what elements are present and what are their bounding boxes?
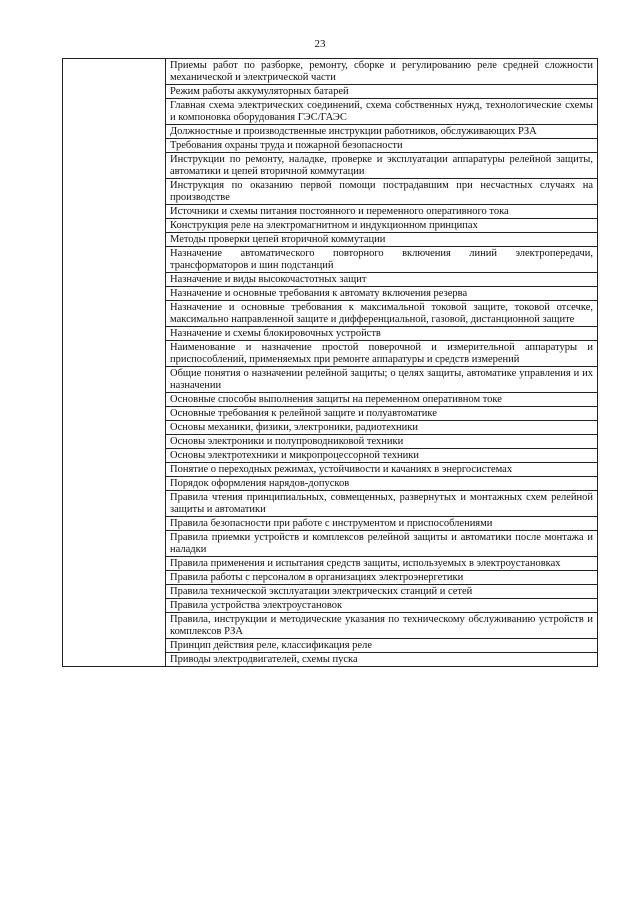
requirement-text: Наименование и назначение простой поверочной и измерительной аппаратуры и приспособлений, применяемых при ремонте аппаратуры и средств измерений <box>166 341 598 367</box>
requirement-text: Приводы электродвигателей, схемы пуска <box>166 653 598 667</box>
requirement-text: Основы электротехники и микропроцессорной техники <box>166 449 598 463</box>
requirement-text: Режим работы аккумуляторных батарей <box>166 85 598 99</box>
table-row <box>63 59 598 85</box>
requirement-text: Правила чтения принципиальных, совмещенных, развернутых и монтажных схем релейной защиты и автоматики <box>166 491 598 517</box>
requirement-text: Главная схема электрических соединений, схема собственных нужд, технологические схемы и компоновка оборудования ГЭС/ГАЭС <box>166 99 598 125</box>
requirement-text: Приемы работ по разборке, ремонту, сборке и регулированию реле средней сложности механической и электрической части <box>166 59 598 85</box>
requirement-text: Назначение и основные требования к максимальной токовой защите, токовой отсечке, максимально направленной защите и дифференциальной, газовой, дистанционной защите <box>166 301 598 327</box>
requirement-text: Методы проверки цепей вторичной коммутации <box>166 233 598 247</box>
requirement-text: Основные способы выполнения защиты на переменном оперативном токе <box>166 393 598 407</box>
requirement-text: Инструкция по оказанию первой помощи пострадавшим при несчастных случаях на производстве <box>166 179 598 205</box>
requirement-text: Правила безопасности при работе с инструментом и приспособлениями <box>166 517 598 531</box>
requirement-text: Основы механики, физики, электроники, радиотехники <box>166 421 598 435</box>
requirement-text: Правила работы с персоналом в организациях электроэнергетики <box>166 571 598 585</box>
requirement-text: Правила устройства электроустановок <box>166 599 598 613</box>
requirement-text: Понятие о переходных режимах, устойчивости и качаниях в энергосистемах <box>166 463 598 477</box>
left-column-cell <box>63 59 166 667</box>
requirement-text: Основные требования к релейной защите и полуавтоматике <box>166 407 598 421</box>
requirement-text: Правила применения и испытания средств защиты, используемых в электроустановках <box>166 557 598 571</box>
requirement-text: Требования охраны труда и пожарной безопасности <box>166 139 598 153</box>
table-body <box>63 59 598 667</box>
requirement-text: Конструкция реле на электромагнитном и индукционном принципах <box>166 219 598 233</box>
requirement-text: Правила приемки устройств и комплексов релейной защиты и автоматики после монтажа и наладки <box>166 531 598 557</box>
page-number: 23 <box>314 38 326 50</box>
requirement-text: Назначение и виды высокочастотных защит <box>166 273 598 287</box>
requirement-text: Назначение и схемы блокировочных устройств <box>166 327 598 341</box>
requirement-text: Должностные и производственные инструкции работников, обслуживающих РЗА <box>166 125 598 139</box>
requirement-text: Инструкции по ремонту, наладке, проверке и эксплуатации аппаратуры релейной защиты, автоматики и цепей вторичной коммутации <box>166 153 598 179</box>
requirement-text: Порядок оформления нарядов-допусков <box>166 477 598 491</box>
requirement-text: Основы электроники и полупроводниковой техники <box>166 435 598 449</box>
knowledge-table <box>62 58 598 667</box>
requirement-text: Общие понятия о назначении релейной защиты; о целях защиты, автоматике управления и их назначении <box>166 367 598 393</box>
requirement-text: Назначение и основные требования к автомату включения резерва <box>166 287 598 301</box>
requirement-text: Назначение автоматического повторного включения линий электропередачи, трансформаторов и шин подстанций <box>166 247 598 273</box>
requirement-text: Принцип действия реле, классификация реле <box>166 639 598 653</box>
requirement-text: Источники и схемы питания постоянного и переменного оперативного тока <box>166 205 598 219</box>
requirement-text: Правила технической эксплуатации электрических станций и сетей <box>166 585 598 599</box>
requirement-text: Правила, инструкции и методические указания по техническому обслуживанию устройств и комплексов РЗА <box>166 613 598 639</box>
